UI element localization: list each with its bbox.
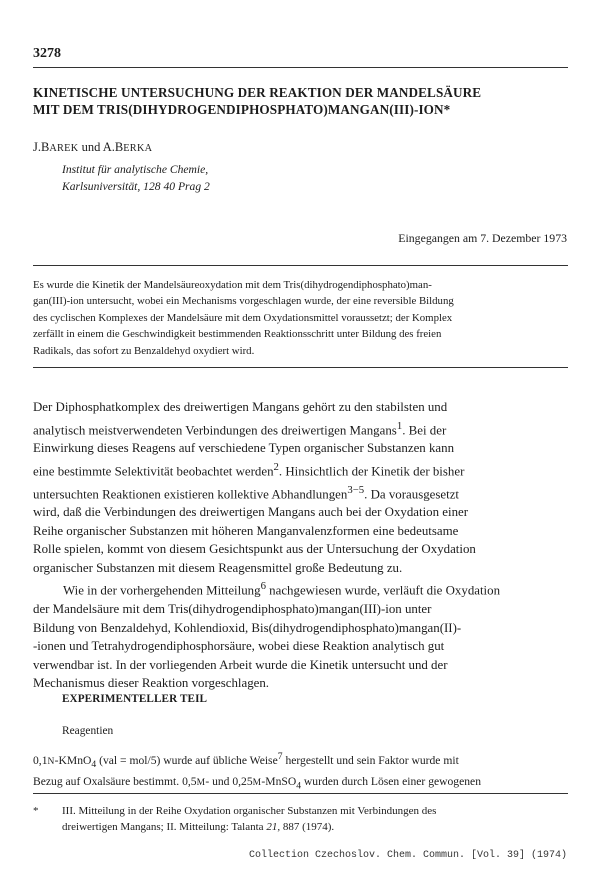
journal-footer: Collection Czechoslov. Chem. Commun. [Vol. 39] (1974) bbox=[248, 850, 567, 861]
body-line: -ionen und Tetrahydrogendiphosphorsäure, wobei diese Reaktion analytisch gut bbox=[33, 639, 445, 654]
reference-mark: 3−5 bbox=[347, 483, 365, 496]
reference-mark: 2 bbox=[273, 460, 279, 473]
body-line: eine bestimmte Selektivität beobachtet werden$^2$. Hinsichtlich der Kinetik der bisher bbox=[33, 460, 465, 479]
body-line: Reihe organischer Substanzen mit höheren Manganvalenzformen eine bedeutsame bbox=[33, 523, 459, 538]
reference-mark: 7 bbox=[277, 751, 283, 762]
affiliation bbox=[62, 161, 210, 195]
author-2-rest: ERKA bbox=[123, 143, 153, 154]
body-line: organischer Substanzen mit diesem Reagensmittel große Bedeutung zu. bbox=[33, 560, 403, 575]
reference-mark: 6 bbox=[260, 580, 266, 593]
abstract-line: des cyclischen Komplexes der Mandelsäure mit dem Oxydationsmittel voraussetzt; der Komplex bbox=[33, 311, 453, 324]
body-line: Rolle spielen, kommt von diesem Gesichtspunkt aus der Untersuchung der Oxydation bbox=[33, 542, 476, 557]
author-conjunction: und bbox=[78, 140, 103, 154]
body-line: Bildung von Benzaldehyd, Kohlendioxid, Bis(dihydrogendiphosphato)mangan(II)- bbox=[33, 620, 462, 635]
abstract bbox=[33, 277, 568, 359]
body-line: Der Diphosphatkomplex des dreiwertigen Mangans gehört zu den stabilsten und bbox=[33, 400, 448, 414]
abstract-line: Es wurde die Kinetik der Mandelsäureoxydation mit dem Tris(dihydrogendiphosphato)man- bbox=[33, 279, 432, 291]
footnote-rule bbox=[33, 793, 568, 794]
body-line: analytisch meistverwendeten Verbindungen des dreiwertigen Mangans$^1$. Bei der bbox=[33, 419, 447, 437]
experimental-line: Bezug auf Oxalsäure bestimmt. 0,5M- und 0,25M-MnSO$_4$ wurden durch Lösen einer gewogenen bbox=[33, 775, 481, 792]
subsection-heading: Reagentien bbox=[62, 725, 114, 737]
page-number: 3278 bbox=[33, 46, 61, 61]
footnote-line-2: dreiwertigen Mangans; II. Mitteilung: Talanta 21, 887 (1974). bbox=[62, 821, 335, 833]
body-text bbox=[33, 398, 568, 693]
body-line: Wie in der vorhergehenden Mitteilung$^6$ nachgewiesen wurde, verläuft die Oxydation bbox=[63, 580, 501, 598]
title-line-1: KINETISCHE UNTERSUCHUNG DER REAKTION DER MANDELSÄURE bbox=[33, 85, 482, 100]
body-line: Einwirkung dieses Reagens auf verschiedene Typen organischer Substanzen kann bbox=[33, 441, 455, 456]
author-1-rest: AREK bbox=[49, 143, 79, 154]
body-line: verwendbar ist. In der vorliegenden Arbeit wurde die Kinetik untersucht und der bbox=[33, 657, 448, 672]
body-line: untersuchten Reaktionen existieren kollektive Abhandlungen$^{3-5}$. Da vorausgesetzt bbox=[33, 483, 459, 501]
affiliation-line-1: Institut für analytische Chemie, bbox=[62, 163, 209, 176]
abstract-line: Radikals, das sofort zu Benzaldehyd oxydiert wird. bbox=[33, 344, 255, 357]
abstract-bottom-rule bbox=[33, 367, 568, 368]
footnote bbox=[33, 803, 568, 835]
author-2-initial: A.B bbox=[102, 140, 124, 154]
reference-mark: 1 bbox=[396, 419, 403, 432]
title-line-2: MIT DEM TRIS(DIHYDROGENDIPHOSPHATO)MANGAN(III)-ION* bbox=[33, 102, 451, 117]
received-date: Eingegangen am 7. Dezember 1973 bbox=[398, 231, 567, 245]
author-1-initial: J.B bbox=[33, 140, 50, 154]
section-heading: EXPERIMENTELLER TEIL bbox=[62, 693, 208, 705]
footnote-line-1: * III. Mitteilung in der Reihe Oxydation organischer Substanzen mit Verbindungen des bbox=[33, 805, 437, 817]
body-line: Mechanismus dieser Reaktion vorgeschlagen. bbox=[33, 676, 270, 691]
header-rule bbox=[33, 67, 568, 68]
experimental-line: 0,1N-KMnO$_4$ (val = mol/5) wurde auf übliche Weise$^7$ hergestellt und sein Faktor wurde mit bbox=[33, 751, 459, 771]
authors bbox=[33, 140, 152, 155]
affiliation-line-2: Karlsuniversität, 128 40 Prag 2 bbox=[62, 180, 210, 193]
abstract-line: gan(III)-ion untersucht, wobei ein Mechanisms vorgeschlagen wurde, der eine reversible Bildung bbox=[33, 295, 454, 308]
experimental-text bbox=[33, 748, 568, 794]
body-line: wird, daß die Verbindungen des dreiwertigen Mangans auch bei der Oxydation einer bbox=[33, 505, 469, 520]
footnote-marker: * bbox=[33, 805, 39, 817]
body-line: der Mandelsäure mit dem Tris(dihydrogendiphosphato)mangan(III)-ion unter bbox=[33, 602, 432, 617]
abstract-top-rule bbox=[33, 265, 568, 266]
abstract-line: zerfällt in einem die Geschwindigkeit bestimmenden Reaktionsschritt unter Bildung des freien bbox=[33, 328, 442, 341]
paper-title bbox=[33, 84, 568, 118]
